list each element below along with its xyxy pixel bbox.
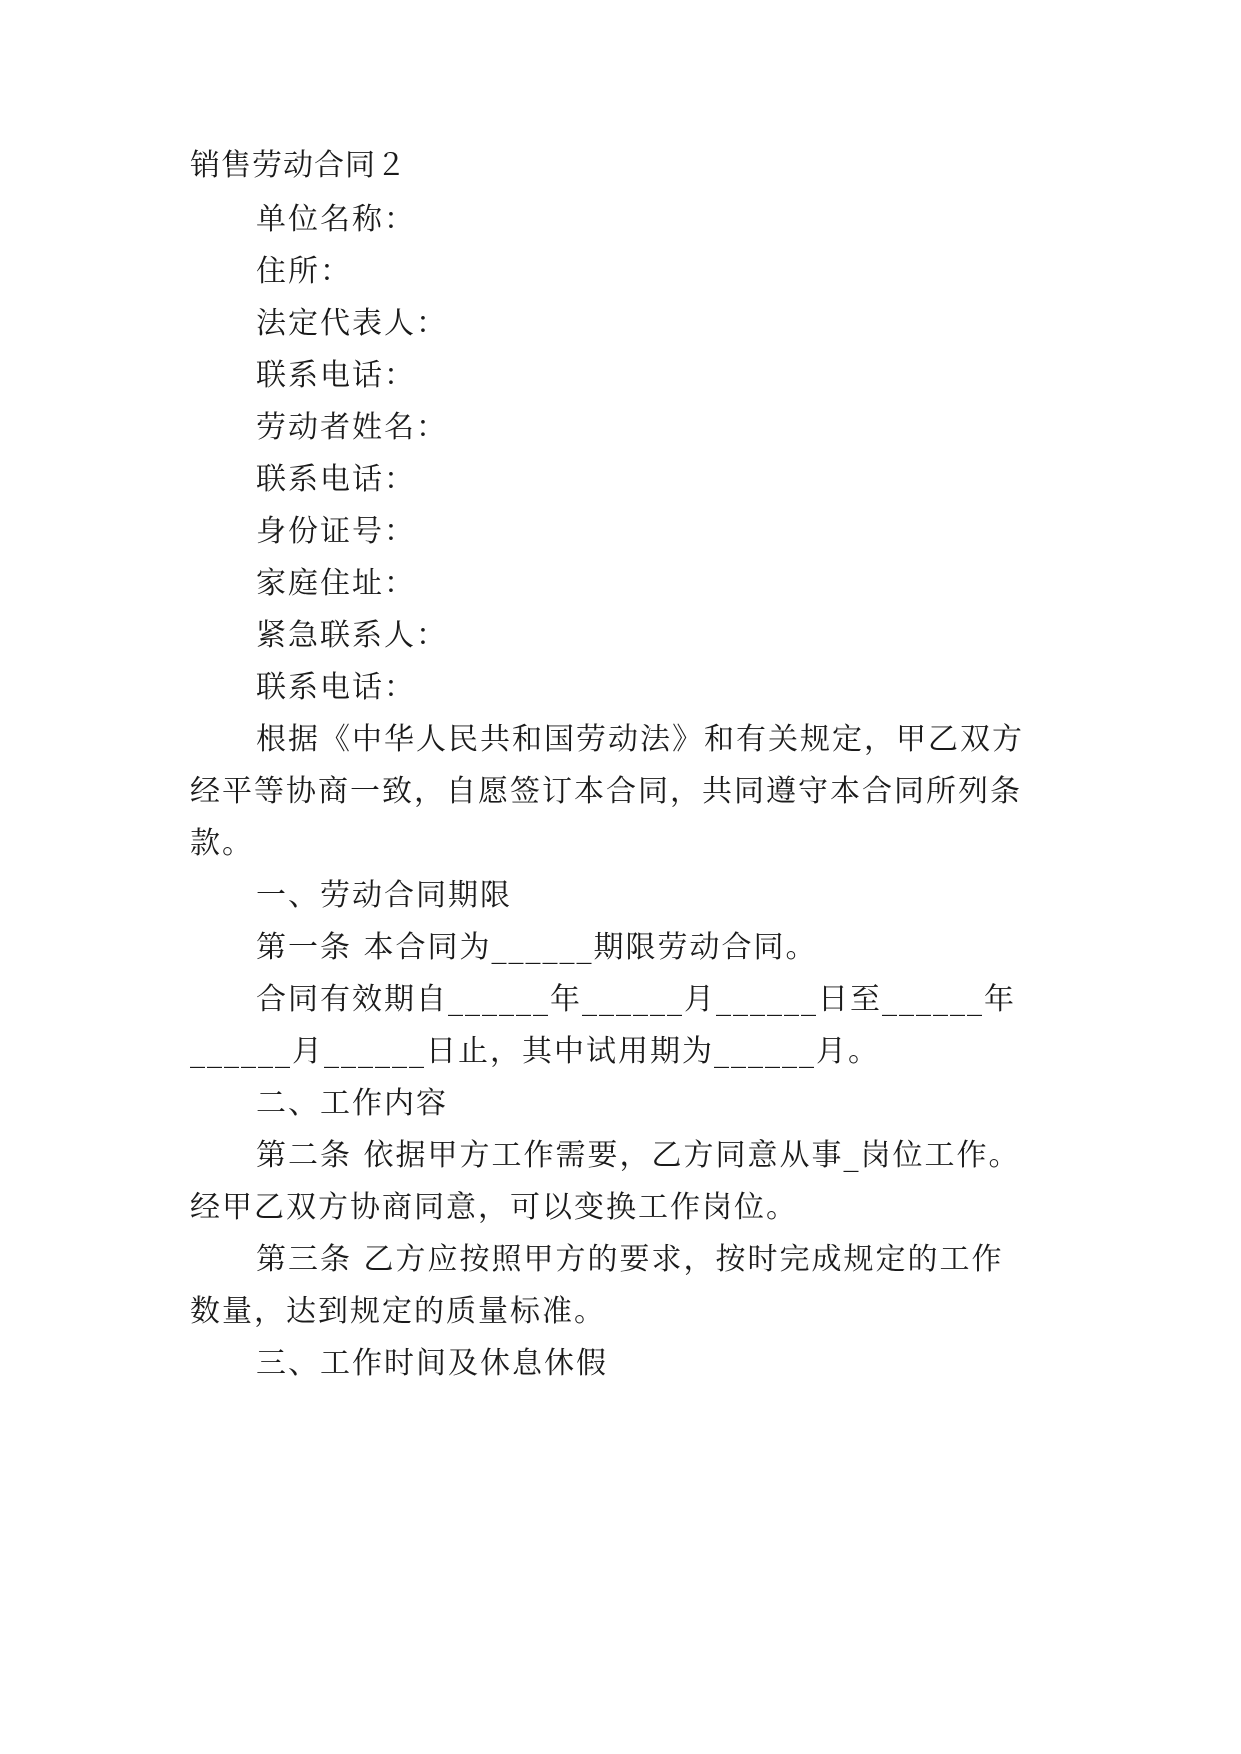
field-id-number: 身份证号： [256, 514, 416, 549]
contract-term-line-1: 合同有效期自______年______月______日至______年 [256, 982, 1016, 1017]
field-phone-employer: 联系电话： [256, 358, 416, 393]
article-1: 第一条 本合同为______期限劳动合同。 [256, 930, 818, 965]
document-title: 销售劳动合同２ [190, 148, 407, 183]
field-legal-representative: 法定代表人： [256, 306, 448, 341]
section-3-heading: 三、工作时间及休息休假 [256, 1346, 608, 1381]
field-home-address: 家庭住址： [256, 566, 416, 601]
field-unit-name: 单位名称： [256, 202, 416, 237]
section-2-heading: 二、工作内容 [256, 1086, 448, 1121]
article-3-line-2: 数量，达到规定的质量标准。 [190, 1294, 606, 1329]
field-phone-worker: 联系电话： [256, 462, 416, 497]
contract-term-line-2: ______月______日止，其中试用期为______月。 [190, 1034, 880, 1069]
preamble-line-1: 根据《中华人民共和国劳动法》和有关规定，甲乙双方 [256, 722, 1024, 757]
article-2-line-2: 经甲乙双方协商同意，可以变换工作岗位。 [190, 1190, 798, 1225]
field-phone-emergency: 联系电话： [256, 670, 416, 705]
article-2-line-1: 第二条 依据甲方工作需要，乙方同意从事_岗位工作。 [256, 1138, 1021, 1173]
section-1-heading: 一、劳动合同期限 [256, 878, 512, 913]
preamble-line-3: 款。 [190, 826, 254, 861]
field-worker-name: 劳动者姓名： [256, 410, 448, 445]
field-emergency-contact: 紧急联系人： [256, 618, 448, 653]
field-address: 住所： [256, 254, 352, 289]
preamble-line-2: 经平等协商一致，自愿签订本合同，共同遵守本合同所列条 [190, 774, 1022, 809]
article-3-line-1: 第三条 乙方应按照甲方的要求，按时完成规定的工作 [256, 1242, 1004, 1277]
